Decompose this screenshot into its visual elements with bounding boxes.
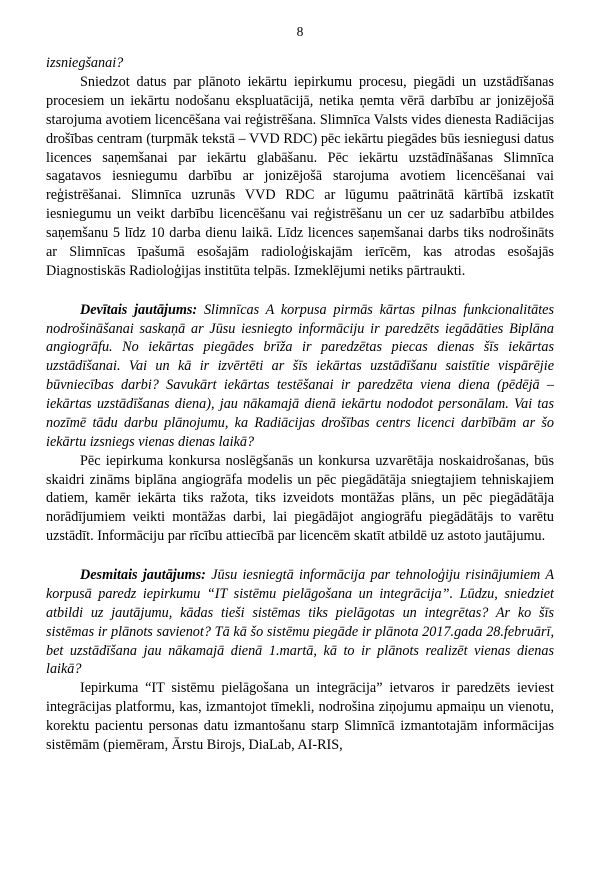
question-nine-label: Devītais jautājums: (80, 301, 198, 318)
paragraph-spacer-2 (46, 546, 554, 552)
question-ten (46, 566, 554, 679)
question-nine-text: Slimnīcas A korpusa pirmās kārtas pilnas funkcionalitātes nodrošināšanai saskaņā ar Jūsu iesniegto informāciju ir paredzēts iegādāties Biplāna angiogrāfu. No iekārtas piegādes brīža ir paredzētas piecas dienas šīs iekārtas uzstādīšanai. Vai un kā ir izvērtēti ar šīs iekārtas uzstādīšanu saistītie vispārējie būvniecības darbi? Savukārt iekārtas testēšanai ir paredzēta viena diena (pēdējā – iekārtas uzstādīšanas diena), jau nākamajā dienā iekārtu nododot personālam. Vai tas nozīmē tādu darbu plānojumu, ka Radiācijas drošības centrs licenci darbībām ar šo iekārtu izsniegs vienas dienas laikā? (46, 301, 554, 450)
question-nine (46, 301, 554, 452)
question-ten-label: Desmitais jautājums: (80, 567, 206, 584)
page-number: 8 (296, 24, 304, 39)
question-ten-text: Jūsu iesniegtā informācija par tehnoloģiju risinājumiem A korpusā paredz iepirkumu “IT sistēmu pielāgošana un integrācija”. Lūdzu, sniedziet atbildi uz jautājumu, kādas tieši sistēmas tiks pielāgotas un integrētas? Ar ko šīs sistēmas ir plānots savienot? Tā kā šo sistēmu piegāde ir plānota 2017.gada 28.februārī, bet uzstādīšana jau nākamajā dienā 1.martā, kā to ir plānots realizēt vienas dienas laikā? (46, 567, 554, 678)
paragraph-answer-nine: Pēc iepirkuma konkursa noslēgšanās un konkursa uzvarētāja noskaidrošanas, būs skaidri zināms biplāna angiogrāfa modelis un pēc piegādātāja sniegtajiem tehniskajiem datiem, kamēr iekārta tiks ražota, tiks izveidots montāžas plāns, un pēc piegādātāja norādījumiem veikti montāžas darbi, lai piegādājot angiogrāfu piegādātājs to varētu uzstādīt. Informāciju par rīcību attiecībā par licencēm skatīt atbildē uz astoto jautājumu. (46, 452, 554, 545)
paragraph-answer-eight: Sniedzot datus par plānoto iekārtu iepirkumu procesu, piegādi un uzstādīšanas procesiem un iekārtu nodošanu ekspluatācijā, netika ņemta vērā darbību ar jonizējošā starojuma avotiem licencēšana vai reģistrēšana. Slimnīca Valsts vides dienesta Radiācijas drošības centram (turpmāk tekstā – VVD RDC) pēc iekārtu piegādes būs iesniegusi datus licences saņemšanai par iekārtu glabāšanu. Pēc iekārtu uzstādīnāšanas Slimnīca sagatavos iesniegumu darbību ar jonizējošā starojuma avotiem licencēšanai vai reģistrēšanai. Slimnīca uzrunās VVD RDC ar lūgumu paātrinātā kārtībā izskatīt iesniegumu un veikt darbību licencēšanu vai reģistrēšanu un cer uz sadarbību atbildes saņemšanu 5 līdz 10 darba dienu laikā. Līdz licences saņemšanai darbs tiks nodrošināts ar Slimnīcas īpašumā esošajām radioloģiskajām ierīcēm, kas atrodas esošajās Diagnostiskās Radioloģijas institūta telpās. Izmeklējumi netiks pārtraukti. (46, 74, 554, 279)
continued-question-line: izsniegšanai? (46, 55, 124, 72)
paragraph-spacer (46, 281, 554, 287)
paragraph-answer-ten: Iepirkuma “IT sistēmu pielāgošana un integrācija” ietvaros ir paredzēts ieviest integrācijas platformu, kas, izmantojot tīmekli, nodrošina ziņojumu apmaiņu un vienotu, korektu pacientu personas datu izmantošanu starp Slimnīcā izmantotajām informācijas sistēmām (piemēram, Ārstu Birojs, DiaLab, AI-RIS, (46, 680, 554, 753)
